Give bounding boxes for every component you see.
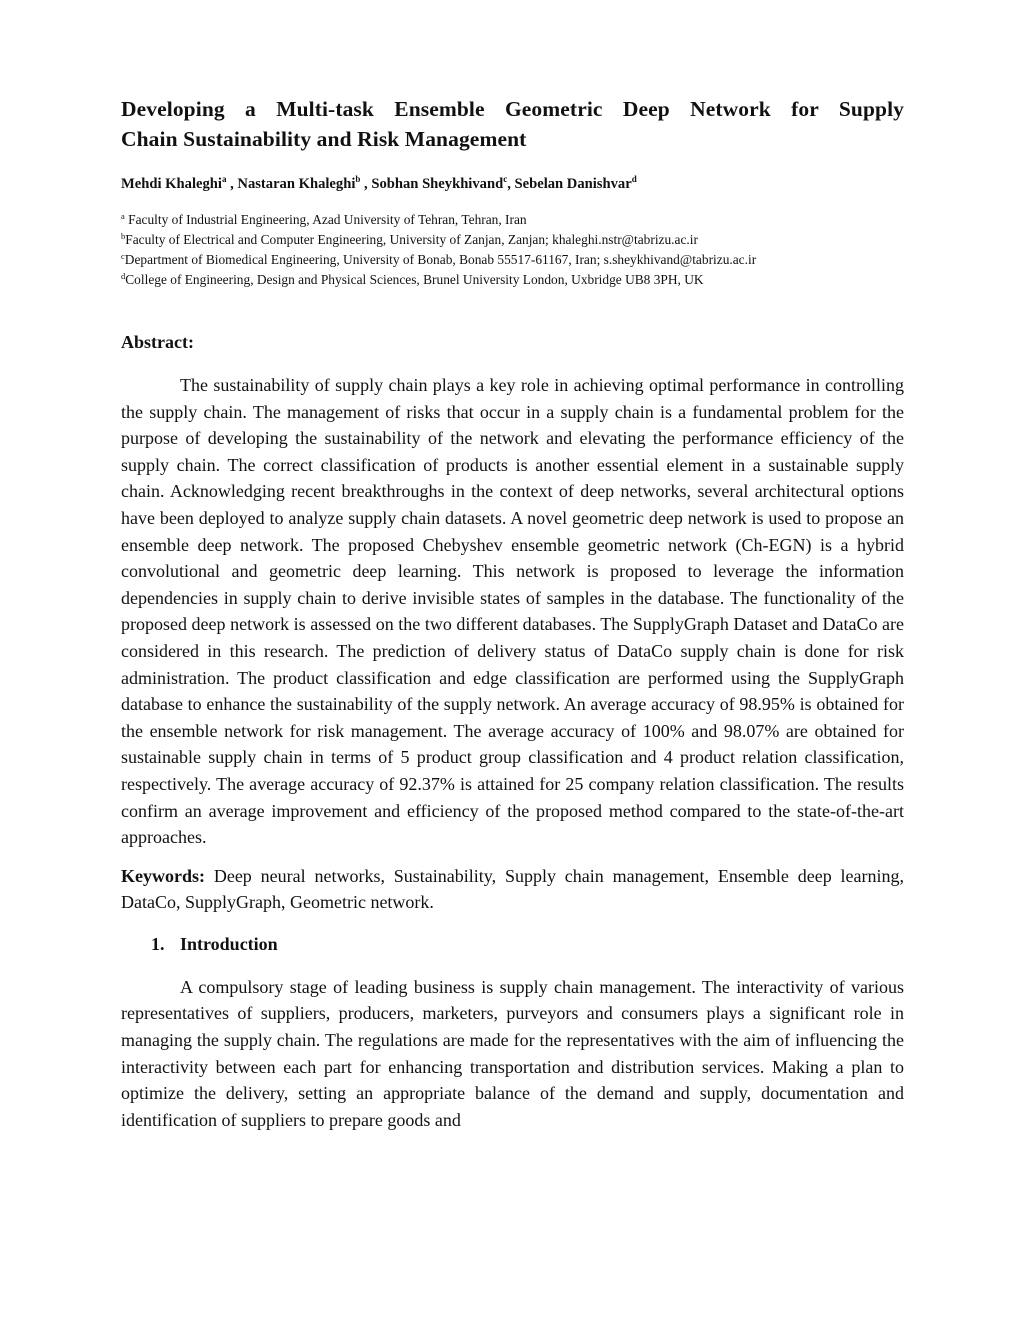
author-separator: , [226, 176, 238, 192]
author-affiliation-mark: a [221, 174, 227, 184]
title-line-2: Chain Sustainability and Risk Management [121, 127, 527, 151]
affiliation-mark: c [121, 251, 125, 261]
introduction-paragraph: A compulsory stage of leading business is supply chain management. The interactivity of various representatives of suppliers, producers, marketers, purveyors and consumers plays a significant role in managing the supply chain. The regulations are made for the representatives with the aim of influencing the interactivity between each part for enhancing transportation and distribution services. Making a plan to optimize the delivery, setting an appropriate balance of the demand and supply, documentation and identification of suppliers to prepare goods and [121, 976, 904, 1130]
author-separator: , [360, 176, 372, 192]
author-name: Sebelan Danishvar [514, 176, 632, 192]
affiliation-item [121, 270, 904, 290]
author-name: Mehdi Khaleghi [121, 176, 222, 192]
keywords-text: Deep neural networks, Sustainability, Supply chain management, Ensemble deep learning, DataCo, SupplyGraph, Geometric network. [121, 865, 904, 913]
paper-title [121, 94, 904, 154]
author-name: Sobhan Sheykhivand [371, 176, 504, 192]
author-separator: , [507, 176, 515, 192]
keywords-paragraph [121, 863, 904, 916]
abstract-heading: Abstract: [121, 332, 194, 352]
section-heading-introduction [121, 932, 904, 956]
affiliation-text: Department of Biomedical Engineering, University of Bonab, Bonab 55517-61167, Iran; s.sheykhivand@tabrizu.ac.ir [124, 252, 757, 267]
author-list [121, 174, 904, 194]
author-affiliation-mark: b [355, 174, 361, 184]
author-affiliation-mark: d [631, 174, 637, 184]
affiliation-list [121, 210, 904, 290]
title-line-1: Developing a Multi-task Ensemble Geometric Deep Network for Supply [121, 97, 904, 121]
abstract-paragraph: The sustainability of supply chain plays a key role in achieving optimal performance in controlling the supply chain. The management of risks that occur in a supply chain is a fundamental problem for the purpose of developing the sustainability of the network and elevating the performance efficiency of the supply chain. The correct classification of products is another essential element in a sustainable supply chain. Acknowledging recent breakthroughs in the context of deep networks, several architectural options have been deployed to analyze supply chain datasets. A novel geometric deep network is used to propose an ensemble deep network. The proposed Chebyshev ensemble geometric network (Ch-EGN) is a hybrid convolutional and geometric deep learning. This network is proposed to leverage the information dependencies in supply chain to derive invisible states of samples in the database. The functionality of the proposed deep network is assessed on the two different databases. The SupplyGraph Dataset and DataCo are considered in this research. The prediction of delivery status of DataCo supply chain is done for risk administration. The product classification and edge classification are performed using the SupplyGraph database to enhance the sustainability of the supply network. An average accuracy of 98.95% is obtained for the ensemble network for risk management. The average accuracy of 100% and 98.07% are obtained for sustainable supply chain in terms of 5 product group classification and 4 product relation classification, respectively. The average accuracy of 92.37% is attained for 25 company relation classification. The results confirm an average improvement and efficiency of the proposed method compared to the state-of-the-art approaches. [121, 375, 904, 848]
author-affiliation-mark: c [503, 174, 508, 184]
affiliation-text: Faculty of Electrical and Computer Engineering, University of Zanjan, Zanjan; khaleghi.nstr@tabrizu.ac.ir [125, 232, 698, 247]
affiliation-item [121, 250, 904, 270]
affiliation-mark: b [121, 231, 126, 241]
affiliation-mark: a [121, 211, 125, 221]
affiliation-item [121, 210, 904, 230]
keywords-label: Keywords: [121, 865, 205, 886]
paper-page [121, 94, 904, 1133]
affiliation-mark: d [121, 271, 126, 281]
affiliation-text: College of Engineering, Design and Physical Sciences, Brunel University London, Uxbridge UB8 3PH, UK [125, 272, 704, 287]
section-title: Introduction [180, 933, 278, 954]
affiliation-item [121, 230, 904, 250]
affiliation-text: Faculty of Industrial Engineering, Azad University of Tehran, Tehran, Iran [124, 212, 527, 227]
author-name: Nastaran Khaleghi [237, 176, 356, 192]
section-number: 1. [151, 933, 165, 954]
